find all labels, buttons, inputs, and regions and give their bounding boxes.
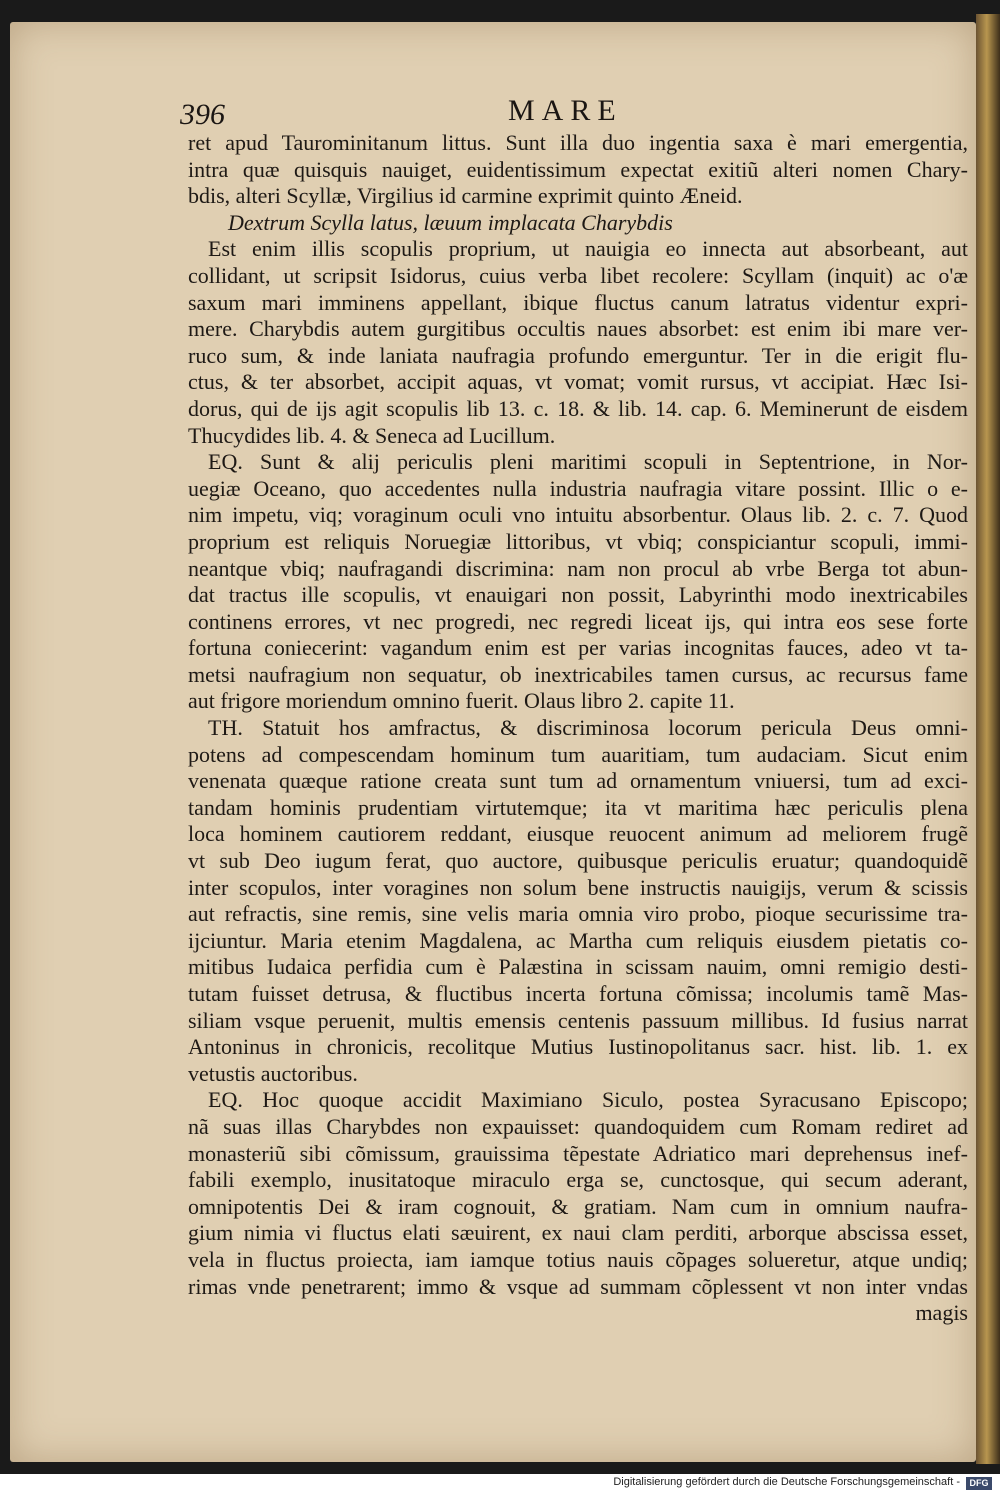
text-line: Thucydides lib. 4. & Seneca ad Lucillum.	[188, 422, 556, 448]
text-line: tandam hominis prudentiam virtutemque; ita vt maritima hæc periculis plena	[188, 794, 968, 820]
catchword: magis	[915, 1300, 968, 1326]
text-line: omnipotentis Dei & iram cognouit, & gratiam. Nam cum in omnium naufra-	[188, 1193, 968, 1219]
text-line: nim impetu, viq; voraginum oculi vno intuitu absorbentur. Olaus lib. 2. c. 7. Quod	[188, 502, 968, 528]
text-line: vt sub Deo iugum ferat, quo auctore, quibusque periculis eruatur; quandoquidẽ	[188, 848, 968, 874]
text-line: EQ. Hoc quoque accidit Maximiano Siculo, postea Syracusano Episcopo;	[208, 1087, 968, 1113]
text-line: loca hominem cautiorem reddant, eiusque reuocent animum ad meliorem frugẽ	[188, 821, 968, 847]
text-line: nã suas illas Charybdes non expauisset: quandoquidem cum Romam rediret ad	[188, 1113, 968, 1139]
page-header	[180, 92, 940, 132]
text-line: Est enim illis scopulis proprium, ut nauigia eo innecta aut absorbeant, aut	[208, 236, 968, 262]
text-line: ijciuntur. Maria etenim Magdalena, ac Martha cum reliquis eiusdem pietatis co-	[188, 927, 968, 953]
text-line: ctus, & ter absorbet, accipit aquas, vt vomat; vomit rursus, vt accipiat. Hæc Isi-	[188, 369, 968, 395]
text-line: aut frigore moriendum omnino fuerit. Olaus libro 2. capite 11.	[188, 688, 735, 714]
text-line: vela in fluctus proiecta, iam iamque totius nauis cõpages solueretur, atque undiq;	[188, 1246, 968, 1272]
text-line: saxum mari imminens appellant, ibique fluctus canum latratus videntur expri-	[188, 289, 968, 315]
text-line: uegiæ Oceano, quo accedentes nulla industria naufragia vitare possint. Illic o e-	[188, 475, 968, 501]
text-line: siliam vsque peruenit, multis emensis centenis passuum millibus. Id fusius narrat	[188, 1007, 968, 1033]
text-line: aut refractis, sine remis, sine velis maria omnia viro probo, pioque securissime tra-	[188, 901, 968, 927]
text-line: TH. Statuit hos amfractus, & discriminosa locorum pericula Deus omni-	[208, 715, 968, 741]
text-line: inter scopulos, inter voragines non solum bene instructis nauigijs, verum & scissis	[188, 874, 968, 900]
text-line: EQ. Sunt & alij periculis pleni maritimi scopuli in Septentrione, in Nor-	[208, 449, 968, 475]
text-line: neantque vbiq; naufragandi discrimina: nam non procul ab vrbe Berga tot abun-	[188, 555, 968, 581]
text-line: dat tractus ille scopulis, vt enauigari non possit, Labyrinthi modo inextricabiles	[188, 582, 968, 608]
running-head: MARE	[508, 94, 623, 127]
page-number: 396	[180, 98, 225, 131]
text-line: mitibus Iudaica perfidia cum è Palæstina in scissam nauim, omni remigio desti-	[188, 954, 968, 980]
text-line: ret apud Taurominitanum littus. Sunt illa duo ingentia saxa è mari emergentia,	[188, 130, 968, 155]
text-line: potens ad compescendam hominum tum auaritiam, tum audaciam. Sicut enim	[188, 741, 968, 767]
text-line: mere. Charybdis autem gurgitibus occultis naues absorbet: est enim ibi mare ver-	[188, 316, 968, 342]
body-text	[188, 130, 968, 1327]
book-fore-edge	[976, 14, 1000, 1464]
text-line: tutam fuisset detrusa, & fluctibus incerta fortuna cõmissa; incolumis tamẽ Mas-	[188, 981, 968, 1006]
text-line: collidant, ut scripsit Isidorus, cuius verba libet recolere: Scyllam (inquit) ac o'æ	[188, 262, 968, 288]
text-line: fabili exemplo, inusitatoque miraculo erga se, cunctosque, qui secum aderant,	[188, 1167, 968, 1193]
text-line: venenata quæque ratione creata sunt tum ad ornamentum vniuersi, tum ad exci-	[188, 768, 968, 794]
text-line: dorus, qui de ijs agit scopulis lib 13. c. 18. & lib. 14. cap. 6. Meminerunt de eisdem	[188, 395, 968, 421]
text-line: metsi naufragium non sequatur, ob inextricabiles tamen cursus, ac recursus fame	[188, 661, 968, 687]
text-line: monasteriũ sibi cõmissum, grauissima tẽpestate Adriatico mari deprehensus inef-	[188, 1140, 968, 1166]
text-line: vetustis auctoribus.	[188, 1060, 358, 1086]
digitization-footer	[0, 1474, 1000, 1494]
text-line: rimas vnde penetrarent; immo & vsque ad summam cõplessent vt non inter vndas	[188, 1273, 968, 1299]
text-line: continens errores, vt nec progredi, nec regredi liceat ijs, qui intra eos sese forte	[188, 608, 968, 634]
footer-credit: Digitalisierung gefördert durch die Deutsche Forschungsgemeinschaft -	[613, 1476, 960, 1488]
text-line: bdis, alteri Scyllæ, Virgilius id carmine exprimit quinto Æneid.	[188, 183, 743, 209]
verse-quote: Dextrum Scylla latus, læuum implacata Charybdis	[228, 209, 673, 235]
text-line: fortuna coniecerint: vagandum enim est per varias incognitas fauces, adeo vt ta-	[188, 635, 968, 661]
text-line: gium nimia vi fluctus elati sæuirent, ex naui clam perditi, arborque abscissa esset,	[188, 1220, 968, 1246]
text-line: ruco sum, & inde laniata naufragia profundo emerguntur. Ter in die erigit flu-	[188, 342, 968, 368]
text-line: proprium est reliquis Noruegiæ littoribus, vt vbiq; conspiciantur scopuli, immi-	[188, 528, 968, 554]
dfg-logo: DFG	[966, 1477, 992, 1490]
text-line: intra quæ quisquis nauiget, euidentissimum expectat exitiũ alteri nomen Chary-	[188, 156, 968, 182]
text-line: Antoninus in chronicis, recolitque Mutius Iustinopolitanus sacr. hist. lib. 1. ex	[188, 1034, 968, 1060]
